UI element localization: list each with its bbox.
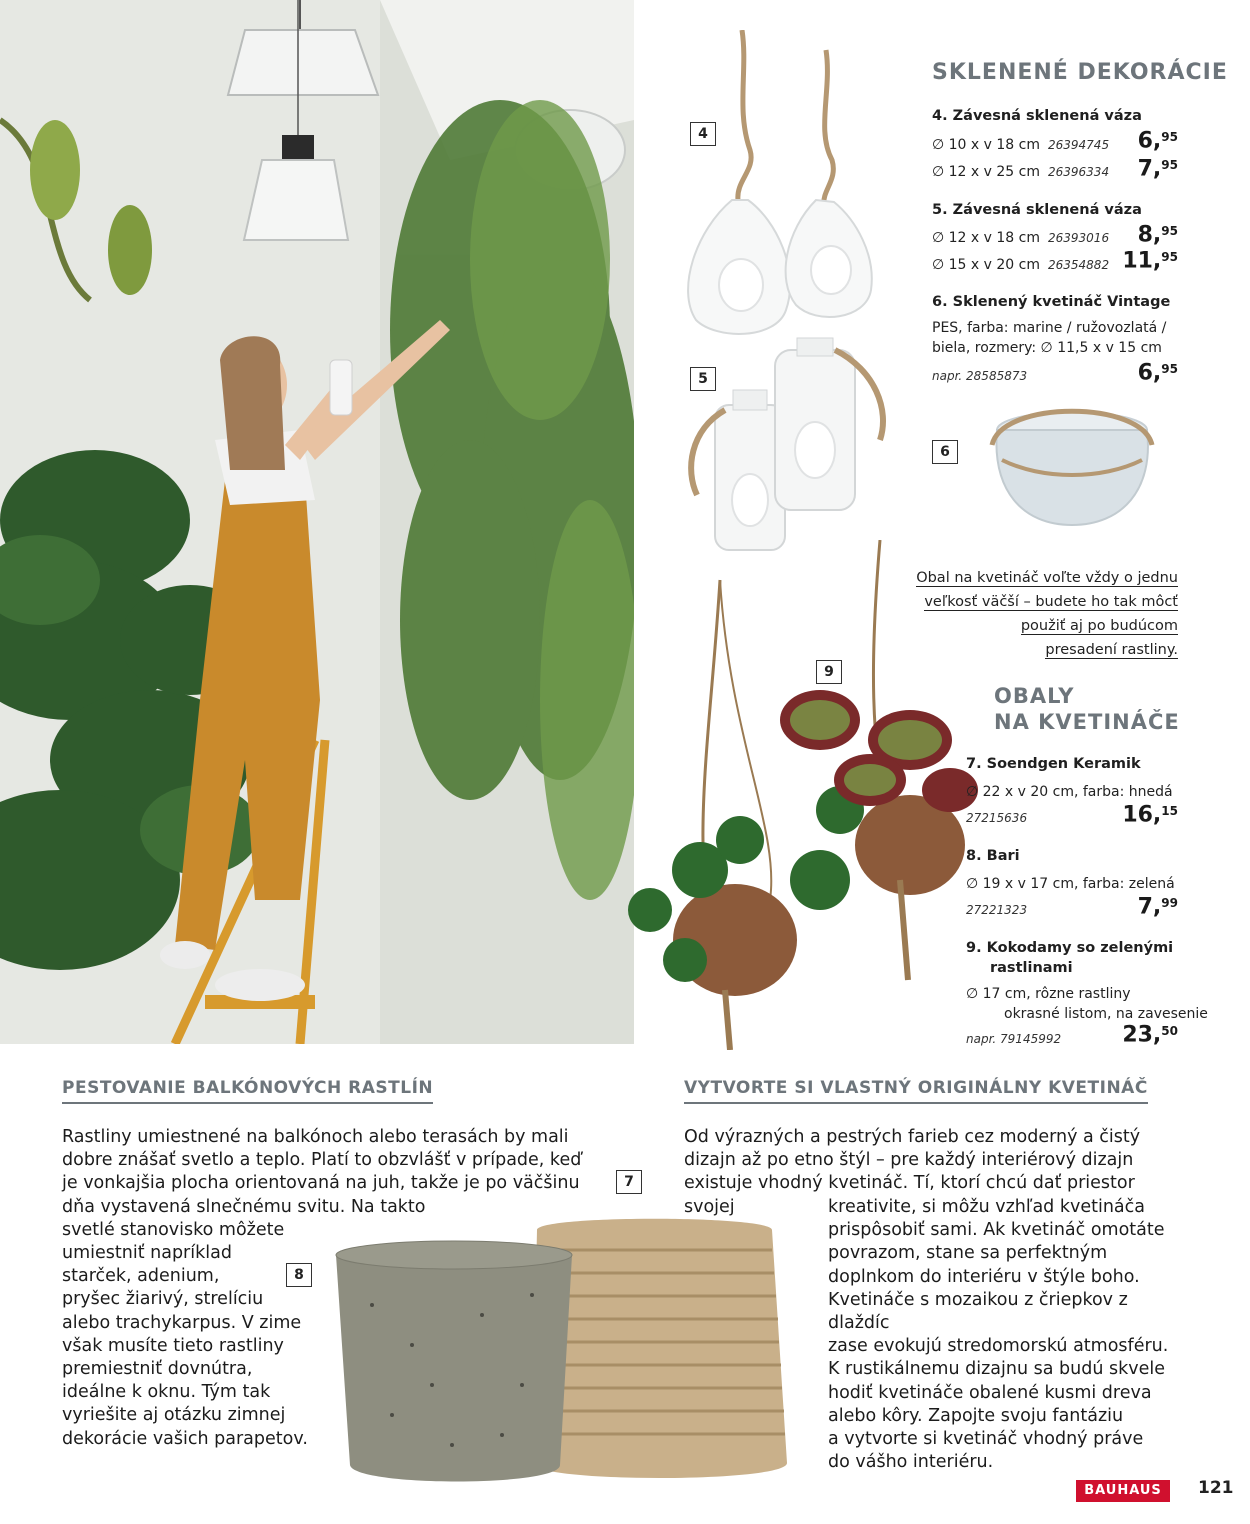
- page-number: 121: [1198, 1478, 1234, 1498]
- product-desc: ∅ 17 cm, rôzne rastliny okrasné listom, na zavesenie: [966, 986, 1208, 1022]
- product-code: 27215636: [966, 811, 1028, 825]
- product-code: 27221323: [966, 903, 1028, 917]
- product-code: napr. 28585873: [932, 369, 1028, 383]
- price: 11,95: [1122, 248, 1178, 274]
- product-desc: PES, farba: marine / ružovozlatá /: [932, 320, 1167, 336]
- hero-photo-woman-watering-plants: [0, 0, 634, 1044]
- product-desc: ∅ 22 x v 20 cm, farba: hnedá: [966, 784, 1173, 800]
- product-code: 26396334: [1048, 165, 1110, 179]
- price: 16,15: [1122, 802, 1178, 828]
- product-number-badge: 7: [616, 1170, 642, 1194]
- product-desc: ∅ 19 x v 17 cm, farba: zelená: [966, 876, 1175, 892]
- product-code: 26394745: [1048, 138, 1110, 152]
- product-size: ∅ 15 x v 20 cm: [932, 257, 1040, 273]
- product-code: napr. 79145992: [966, 1032, 1062, 1046]
- product-number-badge: 8: [286, 1263, 312, 1287]
- product-image-vintage-pot-6: [982, 400, 1162, 530]
- price: 7,99: [1137, 894, 1178, 920]
- hero-illustration: [0, 0, 634, 1044]
- price: 6,95: [1137, 128, 1178, 154]
- product-code: 26393016: [1048, 231, 1110, 245]
- product-number-badge: 9: [816, 660, 842, 684]
- tip-text: Obal na kvetináč voľte vždy o jednu veľkosť väčší – budete ho tak môcť použiť aj po budúcom presadení rastliny.: [916, 570, 1178, 658]
- article-title-balcony: PESTOVANIE BALKÓNOVÝCH RASTLÍN: [62, 1078, 433, 1104]
- product-name: 9. Kokodamy so zelenými rastlinami: [966, 940, 1174, 976]
- section-title-glass: SKLENENÉ DEKORÁCIE: [932, 60, 1228, 85]
- article-body-own-pot-continued: kreativite, si môžu vzhľad kvetináča prispôsobiť sami. Ak kvetináč omotáte povrazom, stane sa perfektným doplnkom do interiéru v štýle boho. Kvetináče s mozaikou z čriepkov z dlaždíc zase evokujú stredomorskú atmosféru. K rustikálnemu dizajnu sa budú skvele hodiť kvetináče obalené kusmi dreva alebo kôry. Zapojte svoju fantáziu a vytvorte si kvetináč vhodný práve do vášho interiéru.: [828, 1197, 1169, 1473]
- product-size: ∅ 12 x v 25 cm: [932, 164, 1040, 180]
- article-body-own-pot: Od výrazných a pestrých farieb cez moderný a čistý dizajn až po etno štýl – pre každý interiérový dizajn existuje vhodný kvetináč. Tí, ktorí chcú dať priestor svojej: [684, 1127, 1141, 1217]
- price: 6,95: [1137, 360, 1178, 386]
- price: 8,95: [1137, 222, 1178, 248]
- product-image-hanging-bottles-5: [685, 330, 895, 560]
- product-name: 5. Závesná sklenená váza: [932, 202, 1142, 218]
- product-image-hanging-vase-4: [676, 30, 876, 340]
- product-size: ∅ 12 x v 18 cm: [932, 230, 1040, 246]
- product-number-badge: 6: [932, 440, 958, 464]
- price: 7,95: [1137, 156, 1178, 182]
- section-title-pots: OBALY NA KVETINÁČE: [994, 684, 1180, 734]
- product-name: 4. Závesná sklenená váza: [932, 108, 1142, 124]
- article-body-balcony: Rastliny umiestnené na balkónoch alebo terasách by mali dobre znášať svetlo a teplo. Platí to obzvlášť v prípade, keď je vonkajšia plocha orientovaná na juh, takže je po väčšinu dňa vystavená slnečnému svitu. Na takto svetlé stanovisko môžete umiestniť napríklad starček, adenium, pryšec žiarivý, strelíciu alebo trachykarpus. V zime však musíte tieto rastliny premiestniť dovnútra, ideálne k oknu. Tým tak vyriešite aj otázku zimnej dekorácie vašich parapetov.: [62, 1127, 582, 1449]
- product-code: 26354882: [1048, 258, 1110, 272]
- product-desc: biela, rozmery: ∅ 11,5 x v 15 cm: [932, 340, 1162, 356]
- product-name: 6. Sklenený kvetináč Vintage: [932, 294, 1171, 310]
- product-name: 7. Soendgen Keramik: [966, 756, 1141, 772]
- product-size: ∅ 10 x v 18 cm: [932, 137, 1040, 153]
- price: 23,50: [1122, 1022, 1178, 1048]
- bauhaus-logo: BAUHAUS: [1076, 1480, 1170, 1502]
- article-title-own-pot: VYTVORTE SI VLASTNÝ ORIGINÁLNY KVETINÁČ: [684, 1078, 1148, 1104]
- product-number-badge: 5: [690, 367, 716, 391]
- product-name: 8. Bari: [966, 848, 1020, 864]
- product-number-badge: 4: [690, 122, 716, 146]
